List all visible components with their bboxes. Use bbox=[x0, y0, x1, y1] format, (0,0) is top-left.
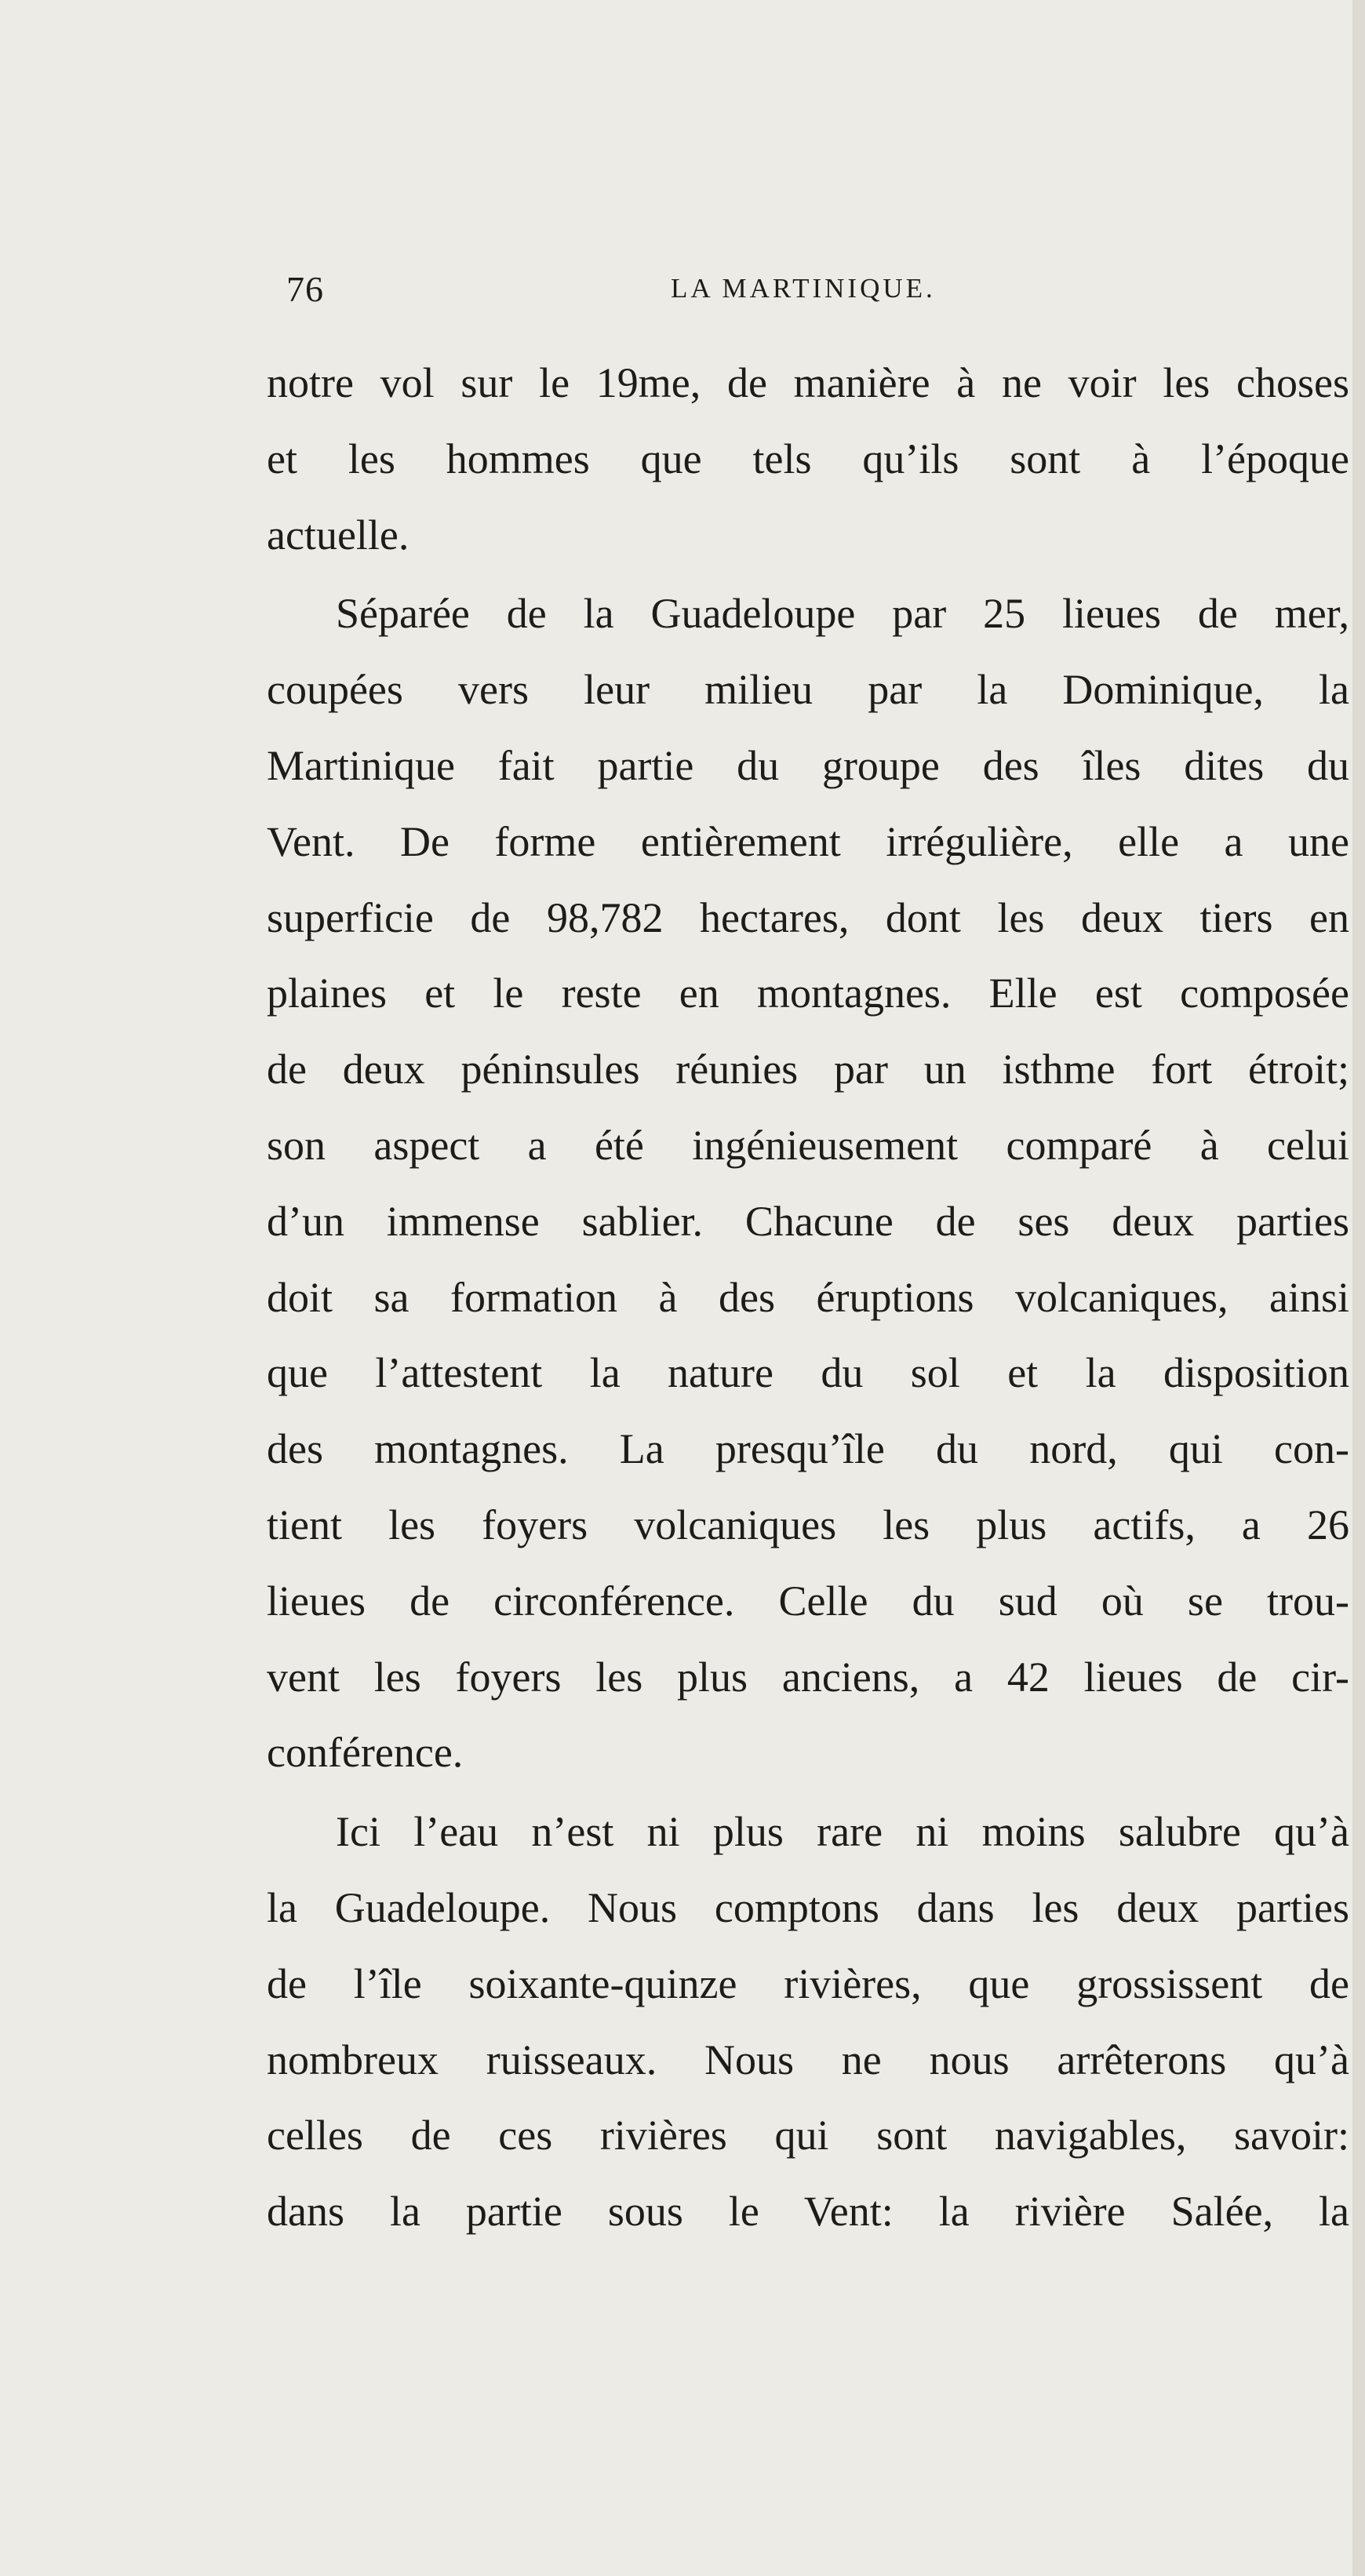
text-line: des montagnes. La presqu’île du nord, qui con- bbox=[267, 1425, 1349, 1473]
text-line: conférence. bbox=[267, 1729, 464, 1777]
page-edge bbox=[1352, 0, 1365, 2576]
text-line: Vent. De forme entièrement irrégulière, elle a une bbox=[267, 817, 1349, 865]
text-line: Séparée de la Guadeloupe par 25 lieues de mer, bbox=[336, 590, 1349, 638]
text-line: d’un immense sablier. Chacune de ses deux parties bbox=[267, 1197, 1349, 1245]
running-title: LA MARTINIQUE. bbox=[671, 273, 936, 304]
text-line: notre vol sur le 19me, de manière à ne voir les choses bbox=[267, 359, 1349, 406]
text-line: coupées vers leur milieu par la Dominique, la bbox=[267, 666, 1349, 714]
text-line: que l’attestent la nature du sol et la disposition bbox=[267, 1349, 1349, 1397]
text-line: superficie de 98,782 hectares, dont les deux tiers en bbox=[267, 893, 1349, 941]
text-line: la Guadeloupe. Nous comptons dans les deux parties bbox=[267, 1883, 1349, 1931]
text-line: tient les foyers volcaniques les plus actifs, a 26 bbox=[267, 1501, 1349, 1548]
text-line: doit sa formation à des éruptions volcaniques, ainsi bbox=[267, 1273, 1349, 1321]
text-line: Martinique fait partie du groupe des îles dites du bbox=[267, 741, 1349, 789]
text-line: son aspect a été ingénieusement comparé à celui bbox=[267, 1121, 1349, 1169]
text-line: de deux péninsules réunies par un isthme fort étroit; bbox=[267, 1046, 1349, 1093]
text-line: et les hommes que tels qu’ils sont à l’époque bbox=[267, 435, 1349, 482]
text-line: vent les foyers les plus anciens, a 42 lieues de cir- bbox=[267, 1653, 1349, 1701]
body-text bbox=[267, 345, 1349, 2250]
text-line: actuelle. bbox=[267, 511, 410, 558]
page-header bbox=[286, 268, 1349, 315]
text-line: celles de ces rivières qui sont navigables, savoir: bbox=[267, 2112, 1349, 2159]
page-number: 76 bbox=[286, 269, 324, 309]
text-line: nombreux ruisseaux. Nous ne nous arrêterons qu’à bbox=[267, 2036, 1349, 2083]
text-line: Ici l’eau n’est ni plus rare ni moins salubre qu’à bbox=[336, 1808, 1349, 1856]
text-line: de l’île soixante-quinze rivières, que grossissent de bbox=[267, 1959, 1349, 2007]
text-line: dans la partie sous le Vent: la rivière Salée, la bbox=[267, 2188, 1349, 2236]
text-line: plaines et le reste en montagnes. Elle est composée bbox=[267, 970, 1349, 1017]
text-line: lieues de circonférence. Celle du sud où se trou- bbox=[267, 1577, 1349, 1625]
